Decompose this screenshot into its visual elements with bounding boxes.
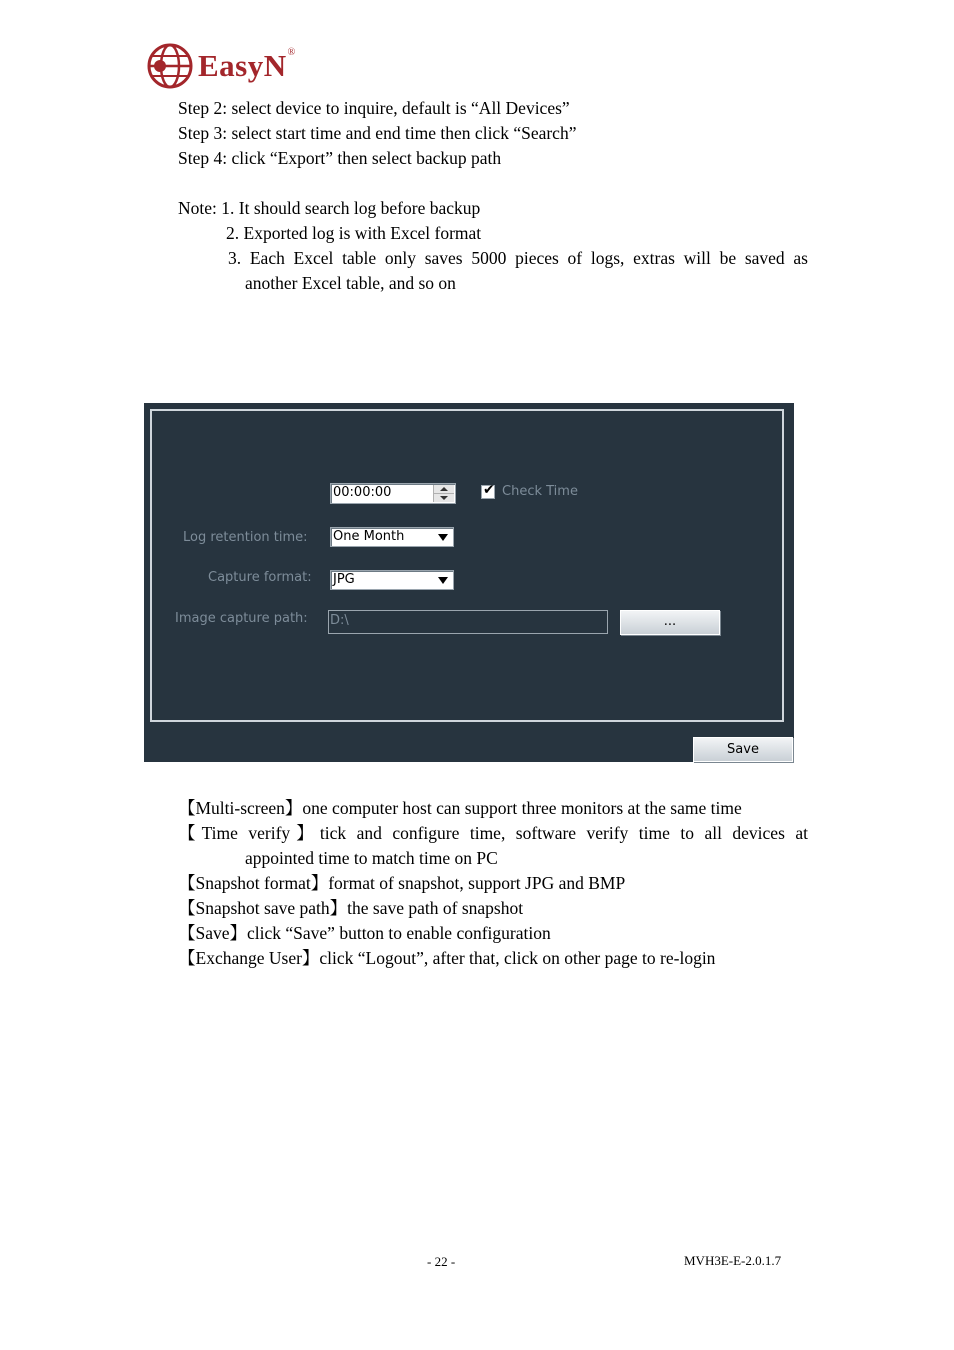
chevron-down-icon bbox=[438, 577, 448, 584]
capture-path-label: Image capture path: bbox=[175, 611, 308, 626]
save-button[interactable]: Save bbox=[693, 737, 793, 762]
arrow-up-icon bbox=[440, 487, 448, 491]
note-3-continuation: another Excel table, and so on bbox=[245, 273, 456, 293]
desc-time-verify: 【Time verify】tick and configure time, software verify time to all devices at bbox=[178, 823, 808, 843]
desc-time-verify-cont: appointed time to match time on PC bbox=[245, 848, 498, 868]
log-retention-dropdown-button[interactable] bbox=[435, 530, 451, 544]
time-spinbox[interactable] bbox=[330, 483, 456, 504]
document-code: MVH3E-E-2.0.1.7 bbox=[684, 1253, 782, 1268]
log-retention-label: Log retention time: bbox=[183, 530, 308, 545]
browse-button[interactable]: ... bbox=[620, 610, 720, 635]
logo-wordmark: EasyN bbox=[198, 48, 287, 83]
settings-panel bbox=[150, 409, 784, 722]
arrow-down-icon bbox=[440, 496, 448, 500]
registered-mark: ® bbox=[287, 46, 296, 58]
note-1-text: Note: 1. It should search log before backup bbox=[178, 198, 481, 218]
capture-format-dropdown-button[interactable] bbox=[435, 573, 451, 587]
chevron-down-icon bbox=[438, 534, 448, 541]
capture-format-select[interactable] bbox=[330, 570, 454, 590]
check-time-checkbox[interactable] bbox=[481, 482, 495, 499]
log-retention-select[interactable] bbox=[330, 527, 454, 547]
settings-dialog bbox=[144, 403, 794, 762]
spin-up-button[interactable] bbox=[434, 485, 454, 494]
capture-path-input[interactable]: D:\ bbox=[328, 610, 608, 634]
easyn-logo bbox=[146, 42, 295, 90]
desc-snapshot-format: 【Snapshot format】format of snapshot, support JPG and BMP bbox=[178, 873, 626, 893]
capture-format-value: JPG bbox=[333, 572, 355, 587]
spin-down-button[interactable] bbox=[434, 494, 454, 502]
step-4-text: Step 4: click “Export” then select backup path bbox=[178, 148, 502, 168]
time-value: 00:00:00 bbox=[333, 485, 392, 500]
desc-multi-screen: 【Multi-screen】one computer host can support three monitors at the same time bbox=[178, 798, 742, 818]
capture-format-label: Capture format: bbox=[208, 570, 312, 585]
log-retention-value: One Month bbox=[333, 529, 405, 544]
note-2-text: 2. Exported log is with Excel format bbox=[226, 223, 482, 243]
step-2-text: Step 2: select device to inquire, default is “All Devices” bbox=[178, 98, 570, 118]
globe-icon bbox=[146, 42, 194, 90]
note-3-text: 3. Each Excel table only saves 5000 pieces of logs, extras will be saved as bbox=[228, 248, 808, 268]
desc-save: 【Save】click “Save” button to enable configuration bbox=[178, 923, 551, 943]
spin-buttons[interactable] bbox=[433, 485, 454, 502]
check-time-label: Check Time bbox=[502, 484, 578, 499]
desc-snapshot-save-path: 【Snapshot save path】the save path of snapshot bbox=[178, 898, 524, 918]
page-number: - 22 - bbox=[427, 1254, 456, 1269]
desc-exchange-user: 【Exchange User】click “Logout”, after that, click on other page to re-login bbox=[178, 948, 716, 968]
checkmark-icon: ✔ bbox=[483, 482, 495, 498]
step-3-text: Step 3: select start time and end time then click “Search” bbox=[178, 123, 577, 143]
